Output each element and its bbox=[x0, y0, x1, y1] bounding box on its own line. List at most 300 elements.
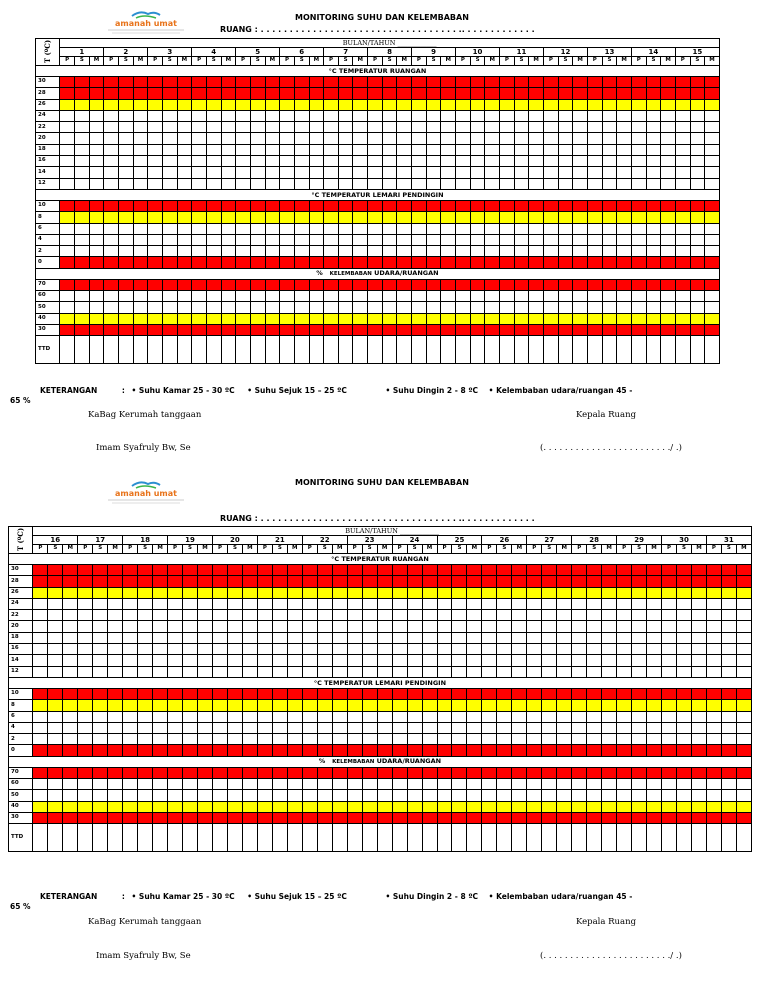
reading-cell[interactable] bbox=[572, 790, 587, 801]
reading-cell[interactable] bbox=[602, 722, 617, 733]
reading-cell[interactable] bbox=[452, 700, 467, 711]
reading-cell[interactable] bbox=[407, 632, 422, 643]
reading-cell[interactable] bbox=[78, 767, 93, 778]
reading-cell[interactable] bbox=[302, 644, 317, 655]
reading-cell[interactable] bbox=[377, 801, 392, 812]
reading-cell[interactable] bbox=[572, 632, 587, 643]
reading-cell[interactable] bbox=[691, 565, 706, 576]
reading-cell[interactable] bbox=[542, 700, 557, 711]
reading-cell[interactable] bbox=[602, 711, 617, 722]
reading-cell[interactable] bbox=[721, 734, 736, 745]
reading-cell[interactable] bbox=[332, 576, 347, 587]
reading-cell[interactable] bbox=[452, 644, 467, 655]
signature-cell[interactable] bbox=[677, 824, 692, 852]
reading-cell[interactable] bbox=[33, 610, 48, 621]
reading-cell[interactable] bbox=[647, 666, 662, 677]
reading-cell[interactable] bbox=[422, 734, 437, 745]
reading-cell[interactable] bbox=[198, 801, 213, 812]
reading-cell[interactable] bbox=[257, 632, 272, 643]
signature-cell[interactable] bbox=[662, 824, 677, 852]
reading-cell[interactable] bbox=[347, 666, 362, 677]
reading-cell[interactable] bbox=[317, 801, 332, 812]
reading-cell[interactable] bbox=[302, 610, 317, 621]
reading-cell[interactable] bbox=[108, 644, 123, 655]
reading-cell[interactable] bbox=[138, 812, 153, 823]
reading-cell[interactable] bbox=[108, 688, 123, 699]
reading-cell[interactable] bbox=[33, 598, 48, 609]
reading-cell[interactable] bbox=[108, 734, 123, 745]
reading-cell[interactable] bbox=[332, 722, 347, 733]
reading-cell[interactable] bbox=[587, 621, 602, 632]
reading-cell[interactable] bbox=[362, 632, 377, 643]
reading-cell[interactable] bbox=[257, 700, 272, 711]
signature-cell[interactable] bbox=[632, 824, 647, 852]
reading-cell[interactable] bbox=[198, 745, 213, 756]
reading-cell[interactable] bbox=[647, 812, 662, 823]
reading-cell[interactable] bbox=[212, 745, 227, 756]
reading-cell[interactable] bbox=[33, 621, 48, 632]
reading-cell[interactable] bbox=[347, 722, 362, 733]
reading-cell[interactable] bbox=[123, 666, 138, 677]
reading-cell[interactable] bbox=[63, 644, 78, 655]
reading-cell[interactable] bbox=[497, 565, 512, 576]
reading-cell[interactable] bbox=[587, 655, 602, 666]
reading-cell[interactable] bbox=[362, 812, 377, 823]
reading-cell[interactable] bbox=[108, 711, 123, 722]
reading-cell[interactable] bbox=[198, 666, 213, 677]
reading-cell[interactable] bbox=[123, 700, 138, 711]
reading-cell[interactable] bbox=[153, 734, 168, 745]
reading-cell[interactable] bbox=[662, 812, 677, 823]
reading-cell[interactable] bbox=[542, 632, 557, 643]
reading-cell[interactable] bbox=[227, 801, 242, 812]
reading-cell[interactable] bbox=[183, 655, 198, 666]
reading-cell[interactable] bbox=[691, 688, 706, 699]
reading-cell[interactable] bbox=[482, 655, 497, 666]
reading-cell[interactable] bbox=[257, 779, 272, 790]
reading-cell[interactable] bbox=[33, 779, 48, 790]
reading-cell[interactable] bbox=[662, 610, 677, 621]
reading-cell[interactable] bbox=[93, 700, 108, 711]
reading-cell[interactable] bbox=[93, 767, 108, 778]
reading-cell[interactable] bbox=[706, 711, 721, 722]
reading-cell[interactable] bbox=[691, 779, 706, 790]
reading-cell[interactable] bbox=[48, 621, 63, 632]
reading-cell[interactable] bbox=[93, 610, 108, 621]
reading-cell[interactable] bbox=[452, 767, 467, 778]
reading-cell[interactable] bbox=[257, 722, 272, 733]
reading-cell[interactable] bbox=[452, 734, 467, 745]
reading-cell[interactable] bbox=[512, 610, 527, 621]
reading-cell[interactable] bbox=[242, 576, 257, 587]
reading-cell[interactable] bbox=[78, 644, 93, 655]
reading-cell[interactable] bbox=[48, 610, 63, 621]
signature-cell[interactable] bbox=[108, 824, 123, 852]
reading-cell[interactable] bbox=[153, 711, 168, 722]
reading-cell[interactable] bbox=[482, 666, 497, 677]
reading-cell[interactable] bbox=[302, 700, 317, 711]
reading-cell[interactable] bbox=[227, 632, 242, 643]
signature-cell[interactable] bbox=[377, 824, 392, 852]
reading-cell[interactable] bbox=[527, 801, 542, 812]
reading-cell[interactable] bbox=[153, 722, 168, 733]
reading-cell[interactable] bbox=[212, 587, 227, 598]
reading-cell[interactable] bbox=[452, 565, 467, 576]
reading-cell[interactable] bbox=[602, 666, 617, 677]
reading-cell[interactable] bbox=[512, 632, 527, 643]
reading-cell[interactable] bbox=[242, 598, 257, 609]
reading-cell[interactable] bbox=[78, 598, 93, 609]
reading-cell[interactable] bbox=[377, 610, 392, 621]
reading-cell[interactable] bbox=[497, 767, 512, 778]
reading-cell[interactable] bbox=[632, 779, 647, 790]
reading-cell[interactable] bbox=[736, 779, 751, 790]
reading-cell[interactable] bbox=[33, 801, 48, 812]
reading-cell[interactable] bbox=[467, 610, 482, 621]
reading-cell[interactable] bbox=[572, 655, 587, 666]
reading-cell[interactable] bbox=[482, 734, 497, 745]
reading-cell[interactable] bbox=[212, 711, 227, 722]
signature-cell[interactable] bbox=[227, 824, 242, 852]
reading-cell[interactable] bbox=[632, 598, 647, 609]
reading-cell[interactable] bbox=[407, 688, 422, 699]
reading-cell[interactable] bbox=[153, 767, 168, 778]
reading-cell[interactable] bbox=[302, 745, 317, 756]
reading-cell[interactable] bbox=[242, 666, 257, 677]
reading-cell[interactable] bbox=[437, 644, 452, 655]
reading-cell[interactable] bbox=[347, 700, 362, 711]
reading-cell[interactable] bbox=[467, 655, 482, 666]
reading-cell[interactable] bbox=[272, 610, 287, 621]
reading-cell[interactable] bbox=[287, 610, 302, 621]
reading-cell[interactable] bbox=[407, 655, 422, 666]
reading-cell[interactable] bbox=[512, 576, 527, 587]
reading-cell[interactable] bbox=[527, 688, 542, 699]
reading-cell[interactable] bbox=[108, 722, 123, 733]
reading-cell[interactable] bbox=[242, 621, 257, 632]
reading-cell[interactable] bbox=[227, 711, 242, 722]
reading-cell[interactable] bbox=[257, 745, 272, 756]
reading-cell[interactable] bbox=[422, 801, 437, 812]
reading-cell[interactable] bbox=[437, 666, 452, 677]
reading-cell[interactable] bbox=[287, 700, 302, 711]
reading-cell[interactable] bbox=[33, 688, 48, 699]
reading-cell[interactable] bbox=[317, 644, 332, 655]
reading-cell[interactable] bbox=[572, 576, 587, 587]
reading-cell[interactable] bbox=[512, 745, 527, 756]
reading-cell[interactable] bbox=[512, 644, 527, 655]
reading-cell[interactable] bbox=[677, 632, 692, 643]
reading-cell[interactable] bbox=[183, 722, 198, 733]
reading-cell[interactable] bbox=[572, 812, 587, 823]
reading-cell[interactable] bbox=[48, 666, 63, 677]
reading-cell[interactable] bbox=[512, 767, 527, 778]
reading-cell[interactable] bbox=[272, 700, 287, 711]
reading-cell[interactable] bbox=[227, 565, 242, 576]
signature-cell[interactable] bbox=[212, 824, 227, 852]
reading-cell[interactable] bbox=[332, 734, 347, 745]
reading-cell[interactable] bbox=[677, 722, 692, 733]
reading-cell[interactable] bbox=[482, 801, 497, 812]
reading-cell[interactable] bbox=[512, 812, 527, 823]
reading-cell[interactable] bbox=[647, 790, 662, 801]
signature-cell[interactable] bbox=[332, 824, 347, 852]
reading-cell[interactable] bbox=[452, 598, 467, 609]
reading-cell[interactable] bbox=[512, 666, 527, 677]
reading-cell[interactable] bbox=[527, 632, 542, 643]
reading-cell[interactable] bbox=[617, 587, 632, 598]
reading-cell[interactable] bbox=[108, 598, 123, 609]
reading-cell[interactable] bbox=[542, 587, 557, 598]
reading-cell[interactable] bbox=[437, 801, 452, 812]
signature-cell[interactable] bbox=[512, 824, 527, 852]
reading-cell[interactable] bbox=[377, 621, 392, 632]
reading-cell[interactable] bbox=[227, 779, 242, 790]
reading-cell[interactable] bbox=[242, 700, 257, 711]
reading-cell[interactable] bbox=[437, 722, 452, 733]
reading-cell[interactable] bbox=[287, 688, 302, 699]
signature-cell[interactable] bbox=[257, 824, 272, 852]
reading-cell[interactable] bbox=[706, 666, 721, 677]
reading-cell[interactable] bbox=[287, 801, 302, 812]
signature-cell[interactable] bbox=[78, 824, 93, 852]
reading-cell[interactable] bbox=[482, 587, 497, 598]
reading-cell[interactable] bbox=[63, 655, 78, 666]
reading-cell[interactable] bbox=[347, 711, 362, 722]
reading-cell[interactable] bbox=[227, 790, 242, 801]
reading-cell[interactable] bbox=[377, 632, 392, 643]
reading-cell[interactable] bbox=[123, 812, 138, 823]
reading-cell[interactable] bbox=[123, 610, 138, 621]
reading-cell[interactable] bbox=[48, 598, 63, 609]
reading-cell[interactable] bbox=[242, 610, 257, 621]
reading-cell[interactable] bbox=[212, 790, 227, 801]
reading-cell[interactable] bbox=[437, 734, 452, 745]
reading-cell[interactable] bbox=[617, 655, 632, 666]
reading-cell[interactable] bbox=[557, 745, 572, 756]
reading-cell[interactable] bbox=[78, 734, 93, 745]
reading-cell[interactable] bbox=[736, 576, 751, 587]
reading-cell[interactable] bbox=[108, 779, 123, 790]
reading-cell[interactable] bbox=[377, 700, 392, 711]
reading-cell[interactable] bbox=[527, 722, 542, 733]
reading-cell[interactable] bbox=[168, 734, 183, 745]
reading-cell[interactable] bbox=[257, 576, 272, 587]
reading-cell[interactable] bbox=[647, 621, 662, 632]
signature-cell[interactable] bbox=[183, 824, 198, 852]
signature-cell[interactable] bbox=[392, 824, 407, 852]
reading-cell[interactable] bbox=[647, 734, 662, 745]
reading-cell[interactable] bbox=[257, 734, 272, 745]
reading-cell[interactable] bbox=[482, 722, 497, 733]
reading-cell[interactable] bbox=[706, 812, 721, 823]
reading-cell[interactable] bbox=[721, 666, 736, 677]
reading-cell[interactable] bbox=[467, 632, 482, 643]
reading-cell[interactable] bbox=[647, 722, 662, 733]
reading-cell[interactable] bbox=[467, 801, 482, 812]
reading-cell[interactable] bbox=[557, 565, 572, 576]
reading-cell[interactable] bbox=[452, 621, 467, 632]
reading-cell[interactable] bbox=[198, 790, 213, 801]
reading-cell[interactable] bbox=[527, 745, 542, 756]
reading-cell[interactable] bbox=[467, 812, 482, 823]
reading-cell[interactable] bbox=[691, 801, 706, 812]
reading-cell[interactable] bbox=[497, 576, 512, 587]
reading-cell[interactable] bbox=[587, 711, 602, 722]
reading-cell[interactable] bbox=[706, 610, 721, 621]
reading-cell[interactable] bbox=[736, 632, 751, 643]
reading-cell[interactable] bbox=[557, 722, 572, 733]
reading-cell[interactable] bbox=[48, 801, 63, 812]
reading-cell[interactable] bbox=[332, 745, 347, 756]
reading-cell[interactable] bbox=[482, 779, 497, 790]
reading-cell[interactable] bbox=[602, 779, 617, 790]
reading-cell[interactable] bbox=[183, 666, 198, 677]
reading-cell[interactable] bbox=[527, 767, 542, 778]
reading-cell[interactable] bbox=[497, 790, 512, 801]
reading-cell[interactable] bbox=[721, 801, 736, 812]
reading-cell[interactable] bbox=[572, 700, 587, 711]
reading-cell[interactable] bbox=[617, 632, 632, 643]
reading-cell[interactable] bbox=[542, 688, 557, 699]
reading-cell[interactable] bbox=[482, 812, 497, 823]
reading-cell[interactable] bbox=[33, 745, 48, 756]
reading-cell[interactable] bbox=[602, 655, 617, 666]
reading-cell[interactable] bbox=[437, 700, 452, 711]
reading-cell[interactable] bbox=[437, 767, 452, 778]
reading-cell[interactable] bbox=[78, 655, 93, 666]
reading-cell[interactable] bbox=[48, 632, 63, 643]
reading-cell[interactable] bbox=[332, 587, 347, 598]
reading-cell[interactable] bbox=[691, 587, 706, 598]
reading-cell[interactable] bbox=[736, 621, 751, 632]
reading-cell[interactable] bbox=[332, 711, 347, 722]
reading-cell[interactable] bbox=[242, 644, 257, 655]
reading-cell[interactable] bbox=[257, 587, 272, 598]
reading-cell[interactable] bbox=[437, 812, 452, 823]
reading-cell[interactable] bbox=[317, 666, 332, 677]
reading-cell[interactable] bbox=[662, 576, 677, 587]
reading-cell[interactable] bbox=[198, 587, 213, 598]
reading-cell[interactable] bbox=[527, 587, 542, 598]
reading-cell[interactable] bbox=[93, 587, 108, 598]
reading-cell[interactable] bbox=[602, 745, 617, 756]
reading-cell[interactable] bbox=[557, 632, 572, 643]
reading-cell[interactable] bbox=[257, 767, 272, 778]
reading-cell[interactable] bbox=[632, 790, 647, 801]
reading-cell[interactable] bbox=[691, 745, 706, 756]
reading-cell[interactable] bbox=[632, 767, 647, 778]
reading-cell[interactable] bbox=[48, 655, 63, 666]
reading-cell[interactable] bbox=[212, 610, 227, 621]
reading-cell[interactable] bbox=[242, 722, 257, 733]
reading-cell[interactable] bbox=[242, 565, 257, 576]
reading-cell[interactable] bbox=[48, 745, 63, 756]
reading-cell[interactable] bbox=[108, 621, 123, 632]
reading-cell[interactable] bbox=[377, 812, 392, 823]
reading-cell[interactable] bbox=[721, 700, 736, 711]
reading-cell[interactable] bbox=[63, 666, 78, 677]
reading-cell[interactable] bbox=[587, 790, 602, 801]
reading-cell[interactable] bbox=[392, 666, 407, 677]
reading-cell[interactable] bbox=[632, 688, 647, 699]
reading-cell[interactable] bbox=[168, 688, 183, 699]
reading-cell[interactable] bbox=[183, 565, 198, 576]
reading-cell[interactable] bbox=[272, 767, 287, 778]
reading-cell[interactable] bbox=[183, 745, 198, 756]
reading-cell[interactable] bbox=[422, 711, 437, 722]
reading-cell[interactable] bbox=[123, 565, 138, 576]
reading-cell[interactable] bbox=[242, 688, 257, 699]
reading-cell[interactable] bbox=[662, 644, 677, 655]
reading-cell[interactable] bbox=[347, 655, 362, 666]
reading-cell[interactable] bbox=[497, 587, 512, 598]
reading-cell[interactable] bbox=[377, 655, 392, 666]
reading-cell[interactable] bbox=[497, 644, 512, 655]
reading-cell[interactable] bbox=[677, 655, 692, 666]
reading-cell[interactable] bbox=[482, 576, 497, 587]
reading-cell[interactable] bbox=[123, 801, 138, 812]
reading-cell[interactable] bbox=[168, 644, 183, 655]
reading-cell[interactable] bbox=[212, 632, 227, 643]
reading-cell[interactable] bbox=[527, 598, 542, 609]
reading-cell[interactable] bbox=[227, 745, 242, 756]
reading-cell[interactable] bbox=[183, 779, 198, 790]
reading-cell[interactable] bbox=[332, 767, 347, 778]
reading-cell[interactable] bbox=[302, 711, 317, 722]
reading-cell[interactable] bbox=[272, 722, 287, 733]
reading-cell[interactable] bbox=[512, 598, 527, 609]
signature-cell[interactable] bbox=[557, 824, 572, 852]
reading-cell[interactable] bbox=[467, 767, 482, 778]
reading-cell[interactable] bbox=[557, 655, 572, 666]
reading-cell[interactable] bbox=[422, 621, 437, 632]
reading-cell[interactable] bbox=[212, 734, 227, 745]
reading-cell[interactable] bbox=[497, 812, 512, 823]
reading-cell[interactable] bbox=[168, 801, 183, 812]
reading-cell[interactable] bbox=[407, 598, 422, 609]
reading-cell[interactable] bbox=[706, 790, 721, 801]
reading-cell[interactable] bbox=[257, 621, 272, 632]
reading-cell[interactable] bbox=[198, 644, 213, 655]
reading-cell[interactable] bbox=[302, 632, 317, 643]
reading-cell[interactable] bbox=[63, 621, 78, 632]
reading-cell[interactable] bbox=[527, 610, 542, 621]
reading-cell[interactable] bbox=[632, 711, 647, 722]
reading-cell[interactable] bbox=[617, 779, 632, 790]
reading-cell[interactable] bbox=[63, 812, 78, 823]
reading-cell[interactable] bbox=[347, 632, 362, 643]
reading-cell[interactable] bbox=[602, 812, 617, 823]
reading-cell[interactable] bbox=[33, 666, 48, 677]
reading-cell[interactable] bbox=[347, 745, 362, 756]
reading-cell[interactable] bbox=[287, 711, 302, 722]
reading-cell[interactable] bbox=[647, 598, 662, 609]
reading-cell[interactable] bbox=[78, 779, 93, 790]
reading-cell[interactable] bbox=[212, 655, 227, 666]
reading-cell[interactable] bbox=[138, 655, 153, 666]
reading-cell[interactable] bbox=[736, 655, 751, 666]
signature-cell[interactable] bbox=[482, 824, 497, 852]
reading-cell[interactable] bbox=[108, 576, 123, 587]
reading-cell[interactable] bbox=[572, 666, 587, 677]
signature-cell[interactable] bbox=[691, 824, 706, 852]
reading-cell[interactable] bbox=[497, 621, 512, 632]
reading-cell[interactable] bbox=[287, 734, 302, 745]
reading-cell[interactable] bbox=[108, 745, 123, 756]
reading-cell[interactable] bbox=[362, 801, 377, 812]
reading-cell[interactable] bbox=[317, 598, 332, 609]
